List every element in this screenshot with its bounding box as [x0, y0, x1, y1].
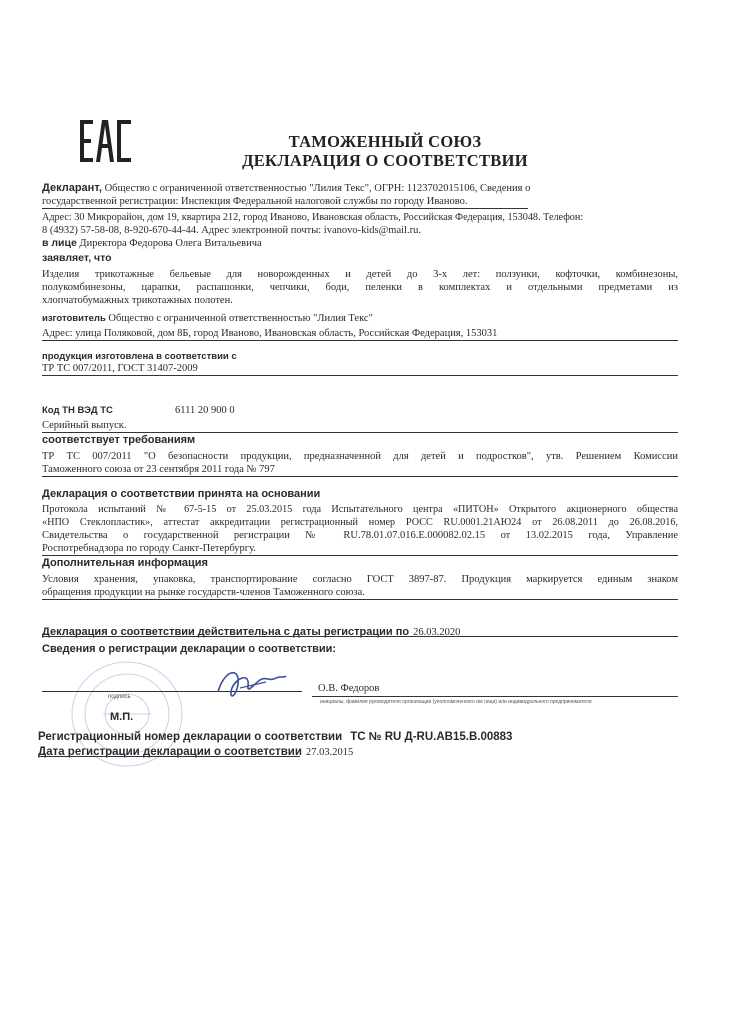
code-label: Код ТН ВЭД ТС: [42, 405, 113, 416]
header-title-line2: ДЕКЛАРАЦИЯ О СООТВЕТСТВИИ: [242, 151, 528, 170]
eac-icon: [78, 118, 134, 164]
declares-line3: хлопчатобумажных трикотажных полотен.: [42, 295, 233, 306]
conforms-line2: Таможенного союза от 23 сентября 2011 года № 797: [42, 463, 678, 477]
name-line: [312, 696, 678, 697]
basis-line3: Свидетельства о государственной регистрации № RU.78.01.07.016.Е.000082.02.15 от 13.02.2015 года, Управление: [42, 530, 678, 541]
extra-line1: Условия хранения, упаковка, транспортирование согласно ГОСТ 3897-87. Продукция маркируется единым знаком: [42, 574, 678, 585]
serial-line: Серийный выпуск.: [42, 419, 678, 433]
code-value: 6111 20 900 0: [175, 405, 235, 416]
reg-date-row: [38, 742, 353, 760]
reg-date-value: 27.03.2015: [305, 747, 354, 758]
name-caption: инициалы, фамилия руководителя организации (уполномоченного им лица) или индивидуального предпринимателя: [320, 699, 592, 705]
reg-number-label: Регистрационный номер декларации о соответствии: [38, 731, 343, 743]
basis-line1: Протокола испытаний № 67-5-15 от 25.03.2015 года Испытательного центра «ПИТОН» Открытого акционерного общества: [42, 504, 678, 515]
declarant-line4: 8 (4932) 57-58-08, 8-920-670-44-44. Адрес электронной почты: ivanovo-kids@mail.ru.: [42, 225, 421, 236]
extra-label: Дополнительная информация: [42, 557, 208, 569]
header-title-line1: ТАМОЖЕННЫЙ СОЮЗ: [288, 132, 482, 151]
basis-line4: Роспотребнадзора по городу Санкт-Петербургу.: [42, 542, 678, 556]
person-row: [42, 237, 262, 250]
basis-line2: «НПО Стеклопластик», аттестат аккредитации регистрационный номер РОСС RU.0001.21АЮ24 от 26.08.2011 до 26.08.2016,: [42, 517, 678, 528]
person-value: Директора Федорова Олега Витальевича: [79, 238, 262, 249]
validity-label: Декларация о соответствии действительна с даты регистрации по: [42, 626, 410, 638]
extra-line2: обращения продукции на рынке государств-членов Таможенного союза.: [42, 586, 678, 600]
manufacturer-row: [42, 312, 373, 325]
validity-row: [42, 622, 460, 640]
produced-value: ТР ТС 007/2011, ГОСТ 31407-2009: [42, 362, 678, 376]
manufacturer-value: Общество с ограниченной ответственностью "Лилия Текс": [108, 313, 373, 324]
signature-caption: подпись: [108, 694, 131, 700]
declarant-line3: Адрес: 30 Микрорайон, дом 19, квартира 212, город Иваново, Ивановская область, Российская Федерация, 153048. Телефон:: [42, 212, 584, 223]
manufacturer-address: Адрес: улица Поляковой, дом 8Б, город Иваново, Ивановская область, Российская Федерация, 153031: [42, 327, 678, 341]
declarant-line1: [42, 182, 692, 195]
reg-date-label: Дата регистрации декларации о соответствии: [38, 746, 302, 758]
manufacturer-label: изготовитель: [42, 313, 106, 324]
declares-line1: Изделия трикотажные бельевые для новорожденных и детей до 3-х лет: ползунки, кофточки, комбинезоны,: [42, 269, 678, 280]
signer-name: О.В. Федоров: [318, 683, 380, 694]
person-label: в лице: [42, 237, 77, 249]
mp-label: М.П.: [110, 711, 134, 723]
declares-line2: полукомбинезоны, царапки, распашонки, чепчики, боди, пеленки в комплектах и отдельными предметами из: [42, 282, 678, 293]
reg-date-rule: [38, 756, 300, 757]
produced-label: продукция изготовлена в соответствии с: [42, 351, 237, 362]
conforms-label: соответствует требованиям: [42, 434, 196, 446]
validity-value: 26.03.2020: [413, 627, 461, 638]
registration-info-label: Сведения о регистрации декларации о соответствии:: [42, 643, 337, 655]
declarant-line2: государственной регистрации: Инспекция Федеральной налоговой службы по городу Иваново.: [42, 195, 528, 209]
signature-icon: [210, 662, 290, 708]
declares-label: заявляет, что: [42, 252, 112, 264]
reg-number-value: ТС № RU Д-RU.АВ15.В.00883: [350, 731, 513, 743]
declarant-text1: Общество с ограниченной ответственностью "Лилия Текс", ОГРН: 1123702015106, Сведения о: [104, 183, 531, 194]
basis-label: Декларация о соответствии принята на основании: [42, 488, 321, 500]
conforms-line1: ТР ТС 007/2011 "О безопасности продукции, предназначенной для детей и подростков", утв. Решением Комиссии: [42, 451, 678, 462]
validity-rule: [42, 636, 678, 637]
declarant-label: Декларант,: [42, 182, 102, 194]
